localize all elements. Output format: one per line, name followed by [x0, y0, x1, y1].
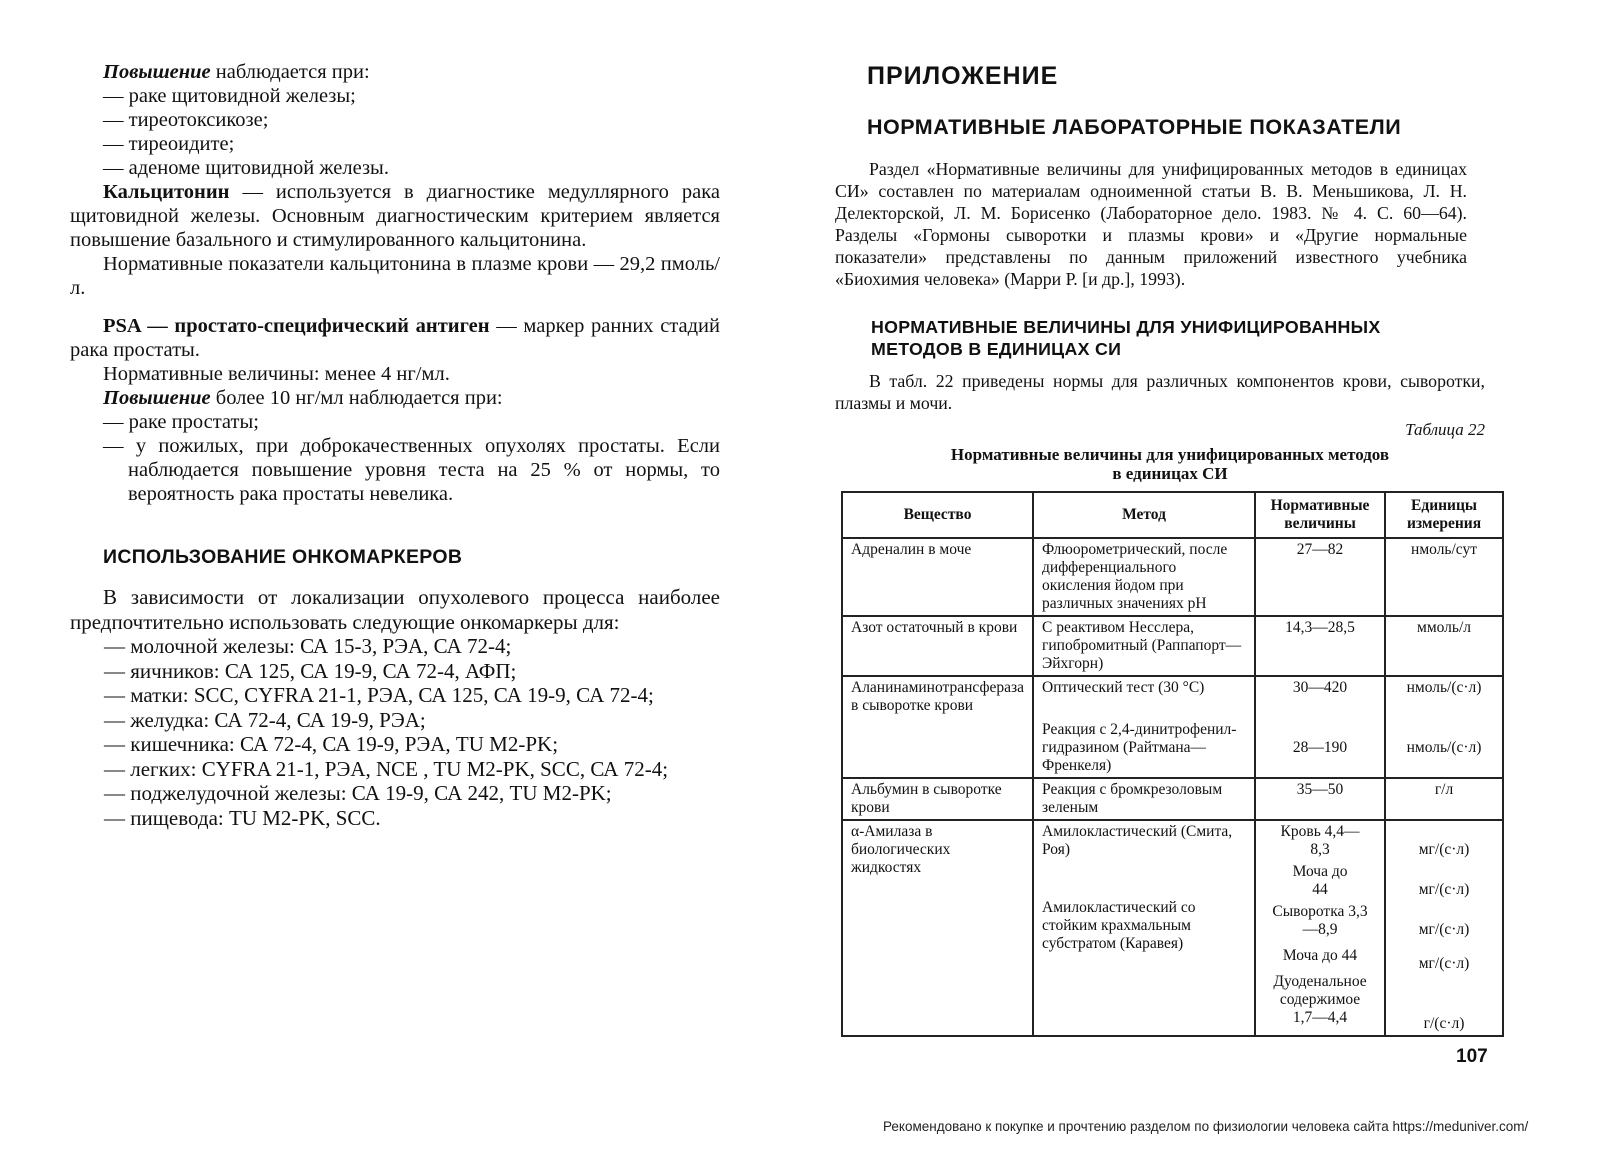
list-item: — тиреоидите; [103, 133, 235, 155]
psa-term: PSA — простато-специфический антиген [103, 315, 490, 337]
table-intro: В табл. 22 приведены нормы для различных компонентов крови, сыворотки, плазмы и мочи. [835, 371, 1485, 413]
unit-text: мг/(с·л) [1418, 955, 1470, 972]
list-item: — пищевода: TU M2-PK, SCC. [104, 805, 381, 830]
list-item: — легких: CYFRA 21-1, РЭА, NCE , TU M2-PK, SCC, СА 72-4; [104, 756, 669, 781]
unit-text: мг/(с·л) [1418, 841, 1470, 858]
norm-heading-line: МЕТОДОВ В ЕДИНИЦАХ СИ [871, 339, 1122, 359]
method-cell [1033, 676, 1255, 778]
psa-list [70, 410, 720, 506]
list-item: — поджелудочной железы: СА 19-9, СА 242, TU M2-PK; [104, 781, 612, 805]
unit-text: г/(с·л) [1423, 1015, 1465, 1032]
method-cell: Реакция с бромкрезоловым зеленым [1033, 778, 1255, 820]
method-text: Амилокластический со стойким крахмальным субстратом (Каравея) [1042, 899, 1196, 952]
unit-text: мг/(с·л) [1418, 921, 1470, 938]
table-header-row [842, 492, 1503, 538]
value-cell: 27—82 [1255, 538, 1385, 616]
method-cell: С реактивом Несслера, гипобромитный (Раппапорт—Эйхгорн) [1033, 616, 1255, 676]
rise-list [70, 84, 720, 180]
list-item: — раке щитовидной железы; [103, 85, 356, 107]
table-row [842, 616, 1503, 676]
onko-heading: ИСПОЛЬЗОВАНИЕ ОНКОМАРКЕРОВ [103, 546, 463, 568]
table-caption-line: Нормативные величины для унифицированных методов [950, 445, 1390, 464]
table-row [842, 676, 1503, 778]
table-header: Нормативные величины [1255, 492, 1385, 538]
rise-rest: наблюдается при: [210, 61, 370, 83]
unit-cell [1385, 820, 1503, 1036]
method-text: Амилокластический (Смита, Роя) [1042, 823, 1233, 858]
list-item: — у пожилых, при доброкачественных опухолях простаты. Если наблюдается повышение уровня теста на 25 % от нормы, то вероятность рака простаты невелика. [103, 435, 720, 505]
list-item: — матки: SCC, CYFRA 21-1, РЭА, СА 125, СА 19-9, СА 72-4; [104, 683, 654, 707]
list-item: — раке простаты; [103, 411, 259, 433]
substance-cell: Адреналин в моче [842, 538, 1033, 616]
unit-text: нмоль/(с·л) [1406, 679, 1482, 696]
table-header: Вещество [842, 492, 1033, 538]
psa-text: — маркер ранних стадий рака простаты. [70, 315, 720, 361]
onko-intro: В зависимости от локализации опухолевого процесса наиболее предпочтительно использовать следующие онкомаркеры для: [70, 585, 720, 634]
method-text: Оптический тест (30 °С) [1042, 679, 1205, 696]
calcitonin-term: Кальцитонин [103, 181, 230, 203]
table-header: Единицы измерения [1385, 492, 1503, 538]
table-number: Таблица 22 [1405, 420, 1485, 439]
method-cell: Флюорометрический, после дифференциального окисления йодом при различных значениях рН [1033, 538, 1255, 616]
value-cell: 35—50 [1255, 778, 1385, 820]
left-page [70, 60, 720, 830]
onko-list [70, 634, 720, 830]
lab-title: НОРМАТИВНЫЕ ЛАБОРАТОРНЫЕ ПОКАЗАТЕЛИ [867, 115, 1402, 139]
table-row [842, 778, 1503, 820]
table-row [842, 538, 1503, 616]
norm-heading-line: НОРМАТИВНЫЕ ВЕЛИЧИНЫ ДЛЯ УНИФИЦИРОВАННЫХ [871, 317, 1381, 337]
page-number: 107 [1456, 1046, 1488, 1067]
value-text: 30—420 [1292, 679, 1348, 696]
intro-paragraph: Раздел «Нормативные величины для унифицированных методов в единицах СИ» составлен по материалам одноименной статьи В. В. Меньшикова, Л. Н. Делекторской, Л. М. Борисенко (Лабораторное дело. 1983. № 4. С. 60—64). Разделы «Гормоны сыворотки и плазмы крови» и «Другие нормальные показатели» представлены по данным приложений известного учебника «Биохимия человека» (Марри Р. [и др.], 1993). [835, 159, 1467, 289]
psa-rise-rest: более 10 нг/мл наблюдается при: [210, 387, 503, 409]
substance-cell: α-Амилаза в биологических жидкостях [842, 820, 1033, 1036]
psa-rise-line [70, 386, 720, 410]
value-cell [1255, 676, 1385, 778]
rise-line [70, 60, 720, 84]
list-item: — желудка: СА 72-4, СА 19-9, РЭА; [104, 707, 426, 732]
table-row [842, 820, 1503, 1036]
norms-table [841, 491, 1504, 1037]
norm-heading [871, 316, 1515, 360]
calcitonin-text: — используется в диагностике медуллярного рака щитовидной железы. Основным диагностическим критерием является повышение базального и стимулированного кальцитонина. [70, 181, 720, 251]
value-text: Кровь 4,4—8,3 [1280, 823, 1360, 858]
unit-cell: г/л [1385, 778, 1503, 820]
substance-cell: Альбумин в сыворотке крови [842, 778, 1033, 820]
table-caption-line: в единицах СИ [1112, 464, 1228, 483]
method-text: Реакция с 2,4-динитрофенил-гидразином (Райтмана—Френкеля) [1042, 721, 1237, 774]
value-text: Моча до 44 [1282, 947, 1358, 964]
calcitonin-norm: Нормативные показатели кальцитонина в плазме крови — 29,2 пмоль/л. [70, 253, 720, 299]
value-text: Дуоденальное содержимое 1,7—4,4 [1273, 973, 1367, 1026]
value-text: Моча до 44 [1292, 863, 1348, 898]
unit-cell: ммоль/л [1385, 616, 1503, 676]
list-item: — кишечника: СА 72-4, СА 19-9, РЭА, TU M2-PK; [104, 732, 559, 756]
psa-norm: Нормативные величины: менее 4 нг/мл. [103, 363, 450, 385]
table-caption [855, 445, 1485, 483]
value-text: Сыворотка 3,3—8,9 [1272, 903, 1368, 938]
rise-term: Повышение [103, 61, 211, 83]
table-header: Метод [1033, 492, 1255, 538]
method-cell [1033, 820, 1255, 1036]
list-item: — аденоме щитовидной железы. [103, 157, 389, 179]
value-cell: 14,3—28,5 [1255, 616, 1385, 676]
unit-text: мг/(с·л) [1418, 881, 1470, 898]
calcitonin-paragraph [70, 180, 720, 252]
list-item: — яичников: СА 125, СА 19-9, СА 72-4, АФП; [104, 658, 517, 683]
list-item: — молочной железы: СА 15-3, РЭА, СА 72-4; [104, 634, 512, 658]
unit-text: нмоль/(с·л) [1406, 739, 1482, 756]
list-item: — тиреотоксикозе; [103, 109, 269, 131]
unit-cell: нмоль/сут [1385, 538, 1503, 616]
substance-cell: Аланинаминотрансфераза в сыворотке крови [842, 676, 1033, 778]
right-page [835, 60, 1515, 1037]
unit-cell [1385, 676, 1503, 778]
value-cell [1255, 820, 1385, 1036]
psa-paragraph [70, 314, 720, 362]
substance-cell: Азот остаточный в крови [842, 616, 1033, 676]
value-text: 28—190 [1292, 739, 1348, 756]
appendix-title: ПРИЛОЖЕНИЕ [867, 62, 1059, 90]
footer-note: Рекомендовано к покупке и прочтению разделом по физиологии человека сайта https://meduniver.com/ [883, 1119, 1529, 1134]
psa-rise-term: Повышение [103, 387, 211, 409]
